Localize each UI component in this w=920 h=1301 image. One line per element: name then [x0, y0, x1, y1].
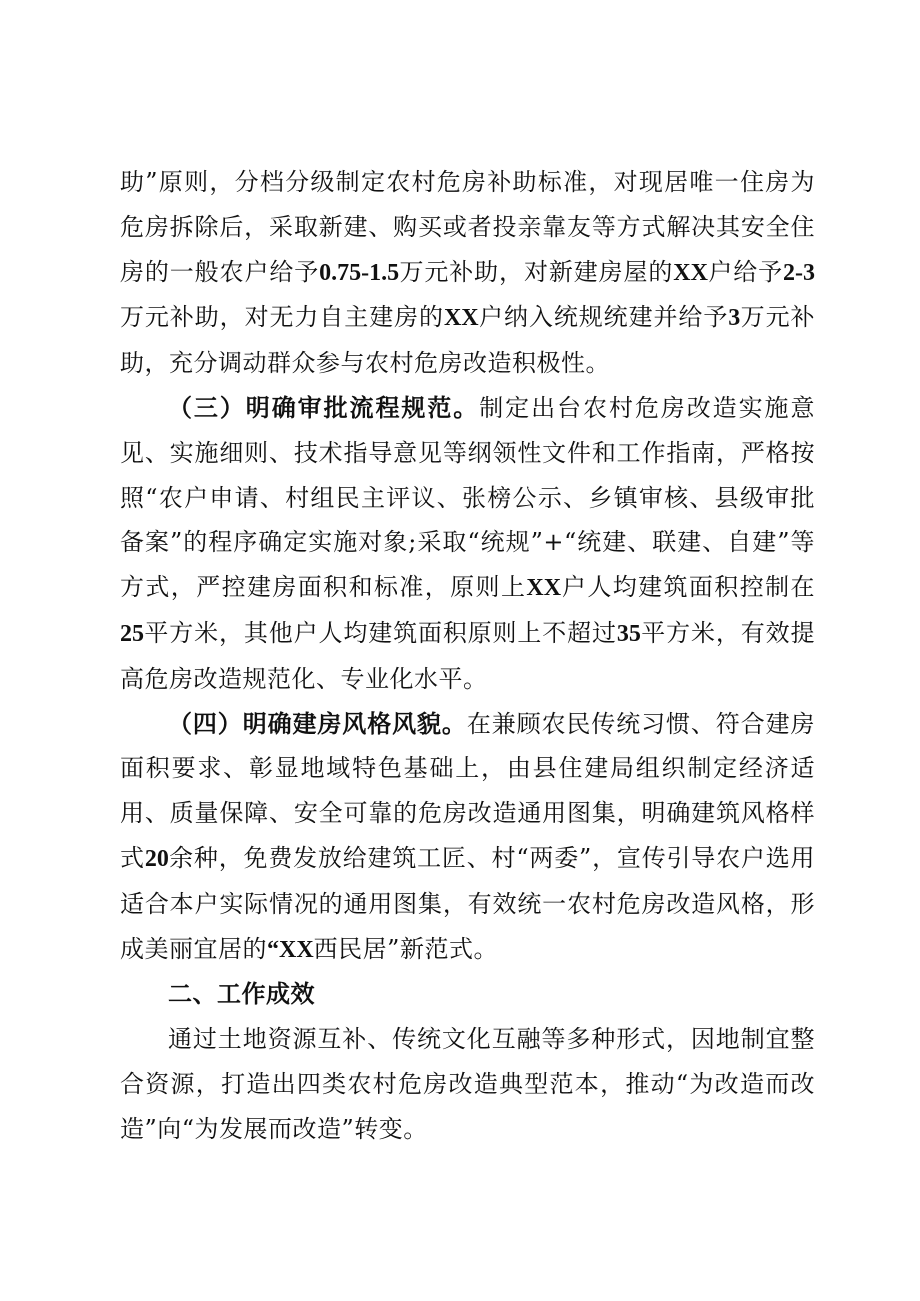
- number-run: 20: [144, 845, 169, 872]
- heading-work-results: [120, 972, 815, 1017]
- paragraph-work-results: [120, 1017, 815, 1151]
- text-run: 户人均建筑面积控制在: [561, 573, 816, 602]
- text-run: 通过土地资源互补、传统文化互融等多种形式，因地制宜整合资源，打造出四类农村危房改造典型范本，推动“为改造而改造”向“为发展而改造”转变。: [120, 1025, 815, 1143]
- number-run: XX: [526, 575, 562, 602]
- text-run: 助”原则，分档分级制定农村危房补助标准，对现居唯一住房为危房拆除后，采取新建、购买或者投亲靠友等方式解决其安全住房的一般农户给予: [120, 168, 815, 286]
- text-run: 平方米，有效提高危房改造规范化、专业化水平。: [120, 618, 815, 693]
- text-run: 万元补助，对新建房屋的: [399, 257, 674, 286]
- number-run: “XX: [267, 936, 314, 963]
- section-heading: 二、工作成效: [168, 980, 315, 1009]
- document-body: [120, 160, 815, 1152]
- number-run: 25: [120, 620, 144, 647]
- text-run: 户纳入统规统建并给予: [478, 303, 729, 332]
- number-run: 0.75-1.5: [319, 259, 400, 286]
- paragraph-subsidy-standard: [120, 160, 815, 386]
- text-run: 余种，免费发放给建筑工匠、村“两委”，宣传引导农户选用适合本户实际情况的通用图集，有效统一农村危房改造风格，形成美丽宜居的: [120, 843, 816, 963]
- section-heading: （三）明确审批流程规范。: [168, 393, 480, 422]
- number-run: 35: [616, 620, 641, 647]
- section-heading: （四）明确建房风格风貌。: [168, 709, 467, 738]
- text-run: 制定出台农村危房改造实施意见、实施细则、技术指导意见等纲领性文件和工作指南，严格按照“农户申请、村组民主评议、张榜公示、乡镇审核、县级审批备案”的程序确定实施对象;采取“统规”+“统建、联建、自建”等方式，严控建房面积和标准，原则上: [120, 393, 815, 602]
- text-run: 万元补助，对无力自主建房的: [120, 303, 444, 332]
- text-run: 户给予: [707, 257, 784, 286]
- text-run: 西民居”新范式。: [313, 934, 498, 963]
- text-run: 万元补助，充分调动群众参与农村危房改造积极性。: [120, 303, 816, 378]
- number-run: XX: [443, 305, 479, 332]
- number-run: XX: [673, 259, 708, 286]
- paragraph-approval-process: [120, 386, 815, 702]
- text-run: 平方米，其他户人均建筑面积原则上不超过: [144, 618, 617, 647]
- text-run: 在兼顾农民传统习惯、符合建房面积要求、彰显地域特色基础上，由县住建局组织制定经济适用、质量保障、安全可靠的危房改造通用图集，明确建筑风格样式: [120, 709, 816, 872]
- paragraph-building-style: [120, 702, 815, 973]
- number-run: 3: [728, 305, 741, 332]
- number-run: 2-3: [783, 259, 816, 286]
